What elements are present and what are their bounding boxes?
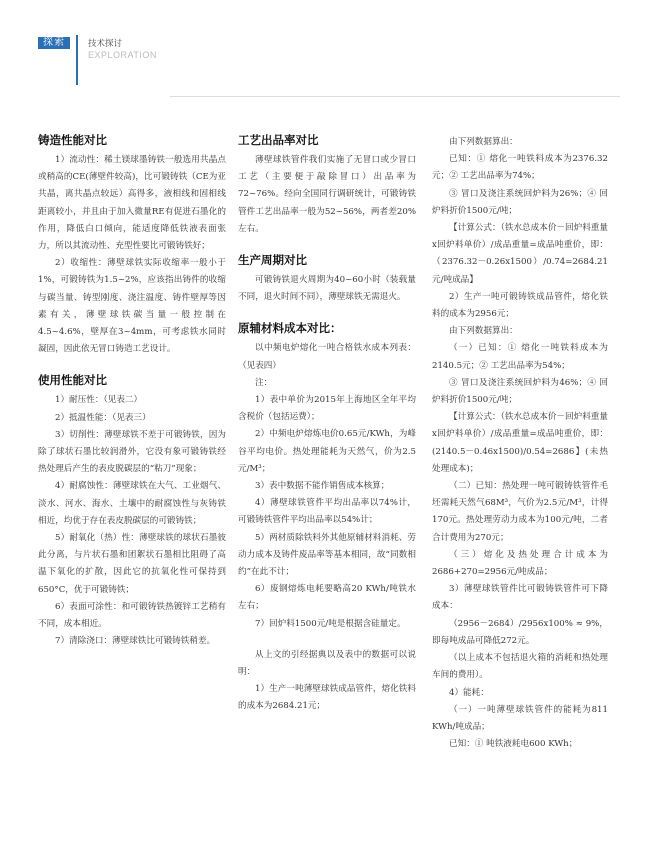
paragraph: 4）能耗： <box>449 687 489 698</box>
note-item: 5）两材质除铁料外其他原辅材料消耗、劳动力成本及铸件废品率等基本相同，故“同数相约”在此不计； <box>238 532 416 578</box>
text-column-3 <box>432 134 608 753</box>
paragraph: 2）生产一吨可锻铸铁成品管件，熔化铁料的成本为2956元； <box>432 291 608 320</box>
column-name: 技术探讨 <box>88 39 123 49</box>
paragraph: （以上成本不包括退火箱的消耗和热处理车间的费用）。 <box>432 653 608 681</box>
formula: 【计算公式：（铁水总成本价－回炉料重量x回炉料单价）/成品重量=成品吨重价，即：(2140.5－0.46x1500)/0.54=2686】(未热处理成本)； <box>432 412 608 474</box>
note-item: 2）中频电炉熔炼电价0.65元/KWh，为峰谷平均电价。热处理能耗为天然气，价为2.5元/M³； <box>238 429 416 474</box>
column-name-en: EXPLORATION <box>88 50 157 60</box>
header-divider <box>76 35 78 85</box>
section-tag: 探索 <box>38 37 70 49</box>
section-heading: 使用性能对比 <box>38 373 107 388</box>
paragraph: 以中频电炉熔化一吨合格铁水成本列表：（见表四） <box>238 343 416 371</box>
note-item: 4）薄壁球铁管件平均出品率以74%计，可锻铸铁管件平均出品率以54%计； <box>238 498 416 526</box>
paragraph: 2）收缩性：薄壁球铁实际收缩率一般小于1%，可锻铸铁为1.5~2%，应该指出铸件的收缩与碳当量、铸型刚度、浇注温度、铸件壁厚等因素有关，薄壁球铁碳当量一般控制在4.5~4.6%，壁厚在3~4mm，可考虑铁水同时凝固，因此依无冒口铸造工艺设计。 <box>38 258 226 355</box>
paragraph: 薄壁球铁管件我们实施了无冒口或少冒口工艺（主要便于敲除冒口）出品率为72~76%。经向全国同行调研统计，可锻铸铁管件工艺出品率一般为52~56%，两者差20%左右。 <box>238 155 416 234</box>
note-item: 7）回炉料1500元/吨是根据含硅量定。 <box>255 618 406 629</box>
note-item: 3）表中数据不能作销售成本核算； <box>255 481 390 492</box>
paragraph: 已知：① 熔化一吨铁料成本为2376.32元；② 工艺出品率为74%； <box>432 154 608 182</box>
paragraph: 由下列数据算出： <box>449 326 518 337</box>
paragraph: 可锻铸铁退火周期为40~60小时（装载量不同，退火时间不同），薄壁球铁无需退火。 <box>238 275 416 303</box>
paragraph: 7）清除浇口：薄壁球铁比可锻铸铁稍差。 <box>55 636 216 647</box>
paragraph: 3）切削性：薄壁球铁不差于可锻铸铁，因为除了球状石墨比较润滑外，它没有象可锻铸铁经热处理后产生的表皮脱碳层的“粘刀”现象； <box>38 429 226 475</box>
header-rule <box>170 96 620 97</box>
paragraph: （一）一吨薄壁球铁管件的能耗为811 KWh/吨成品； <box>432 704 608 732</box>
paragraph: 已知：① 吨铁液耗电600 KWh； <box>449 739 578 750</box>
note-item: 1）表中单价为2015年上海地区全年平均含税价（包括运费）； <box>238 395 416 423</box>
paragraph: （二）已知：热处理一吨可锻铸铁管件毛坯需耗天然气68M³，气价为2.5元/M³，计得170元。热处理劳动力成本为100元/吨，二者合计费用为270元； <box>432 481 608 543</box>
note-label: 注： <box>255 377 273 388</box>
paragraph: 6）表面可涂性：和可锻铸铁热镀锌工艺稍有不同，成本相近。 <box>38 601 226 630</box>
formula: （2956－2684）/2956x100% ≈ 9%，即每吨成品可降低272元。 <box>432 618 608 646</box>
paragraph: 由下列数据算出： <box>449 137 518 147</box>
paragraph: 2）抵温性能：（见表三） <box>55 412 151 423</box>
paragraph: （一）已知：① 熔化一吨铁料成本为2140.5元；② 工艺出品率为54%； <box>432 343 608 371</box>
paragraph: 5）耐氧化（热）性：薄壁球铁的球状石墨彼此分离，与片状石墨和团絮状石墨相比阻碍了高温下氧化的扩散，因此它的抗氧化性可保持到650°C，优于可锻铸铁； <box>38 533 226 595</box>
text-column-2 <box>238 132 416 716</box>
section-heading: 生产周期对比 <box>238 253 307 268</box>
text-column-1 <box>38 132 226 650</box>
section-heading: 原辅材料成本对比： <box>238 321 342 336</box>
section-heading: 铸造性能对比 <box>38 133 107 147</box>
paragraph: ③ 冒口及浇注系统回炉料为26%；④ 回炉料折价1500元/吨； <box>432 188 608 216</box>
paragraph: 从上文的引经据典以及表中的数据可以说明： <box>238 649 416 678</box>
paragraph: ③ 冒口及浇注系统回炉料为46%；④ 回炉料折价1500元/吨； <box>432 377 608 406</box>
page-header <box>0 0 645 100</box>
paragraph: 1）生产一吨薄壁球铁成品管件，熔化铁料的成本为2684.21元； <box>238 684 416 712</box>
paragraph: 1）流动性：稀土镁球墨铸铁一般选用共晶点或稍高的CE(薄壁件较高)，比可锻铸铁（CE为亚共晶，离共晶点较远）高得多，液相线和固相线距离较小，并且由于加入微量RE有促进石墨化的作用，降低白口倾向，能适度降低铁液表面张力，所以其流动性、充型性要比可锻铸铁好； <box>38 155 226 252</box>
formula: 【计算公式：（铁水总成本价－回炉料重量x回炉料单价）/成品重量=成品吨重价，即：（2376.32－0.26x1500）/0.74=2684.21元/吨成品】 <box>432 223 608 285</box>
paragraph: 4）耐腐蚀性：薄壁球铁在大气、工业烟气、淡水、河水、海水、土壤中的耐腐蚀性与灰铸铁相近，均优于存在表皮脱碳层的可锻铸铁； <box>38 481 226 526</box>
paragraph: 1）耐压性：（见表二） <box>55 395 143 406</box>
paragraph: 3）薄壁球铁管件比可锻铸铁管件可下降成本： <box>432 584 608 612</box>
section-heading: 工艺出品率对比 <box>238 133 319 147</box>
note-item: 6）废钢熔炼电耗要略高20 KWh/吨铁水左右； <box>238 584 416 612</box>
paragraph: （三）熔化及热处理合计成本为2686+270=2956元/吨成品； <box>432 549 608 578</box>
